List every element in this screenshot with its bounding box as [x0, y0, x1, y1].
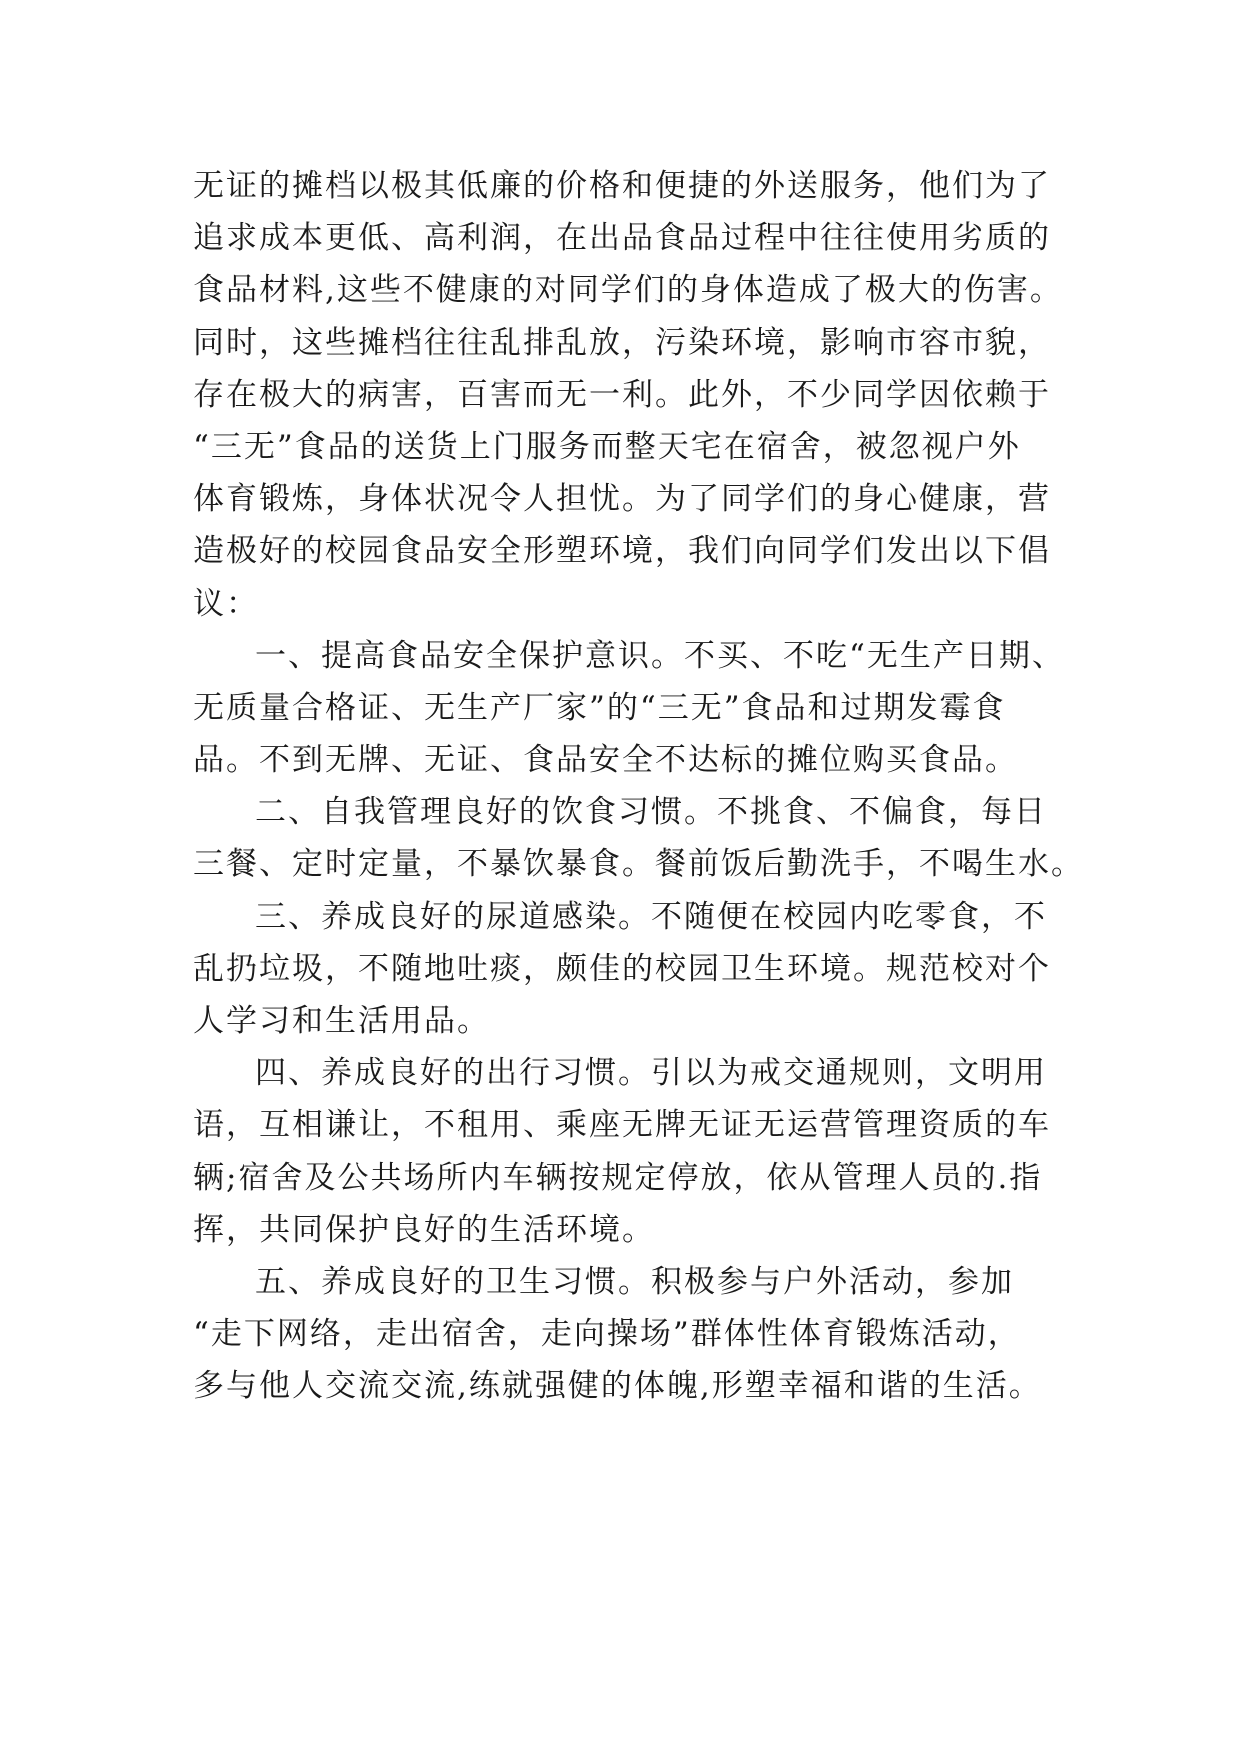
text-line: 议：: [193, 585, 259, 622]
text-line: 无质量合格证、无生产厂家”的“三无”食品和过期发霉食: [193, 689, 1006, 726]
text-line: 食品材料,这些不健康的对同学们的身体造成了极大的伤害。: [193, 272, 1063, 309]
text-line: 乱扔垃圾，不随地吐痰，颇佳的校园卫生环境。规范校对个: [193, 950, 1051, 987]
text-line: 人学习和生活用品。: [193, 1003, 490, 1039]
text-line: 体育锻炼，身体状况令人担忧。为了同学们的身心健康，营: [193, 481, 1051, 518]
paragraph-first-line: 一、提高食品安全保护意识。不买、不吃“无生产日期、: [255, 637, 1065, 674]
text-line: 存在极大的病害，百害而无一利。此外，不少同学因依赖于: [193, 376, 1051, 413]
text-line: 辆;宿舍及公共场所内车辆按规定停放，依从管理人员的.指: [193, 1159, 1043, 1196]
text-line: 三餐、定时定量，不暴饮暴食。餐前饭后勤洗手，不喝生水。: [193, 846, 1084, 883]
paragraph-first-line: 四、养成良好的出行习惯。引以为戒交通规则，文明用: [255, 1055, 1047, 1092]
text-line: 语，互相谦让，不租用、乘座无牌无证无运营管理资质的车: [193, 1107, 1051, 1144]
text-line: 造极好的校园食品安全形塑环境，我们向同学们发出以下倡: [193, 533, 1051, 570]
text-line: 无证的摊档以极其低廉的价格和便捷的外送服务，他们为了: [193, 168, 1051, 204]
text-line: “三无”食品的送货上门服务而整天宅在宿舍，被忽视户外: [193, 428, 1021, 465]
text-line: 挥，共同保护良好的生活环境。: [193, 1211, 655, 1248]
document-body: [193, 160, 1084, 1413]
paragraph-first-line: 五、养成良好的卫生习惯。积极参与户外活动，参加: [255, 1263, 1014, 1300]
text-line: “走下网络，走出宿舍，走向操场”群体性体育锻炼活动，: [193, 1316, 1021, 1353]
text-line: 多与他人交流交流,练就强健的体魄,形塑幸福和谐的生活。: [193, 1368, 1042, 1405]
text-line: 同时，这些摊档往往乱排乱放，污染环境，影响市容市貌，: [193, 324, 1051, 361]
paragraph-first-line: 三、养成良好的尿道感染。不随便在校园内吃零食，不: [255, 898, 1047, 935]
text-line: 追求成本更低、高利润，在出品食品过程中往往使用劣质的: [193, 220, 1051, 257]
paragraph-first-line: 二、自我管理良好的饮食习惯。不挑食、不偏食，每日: [255, 794, 1047, 831]
text-line: 品。不到无牌、无证、食品安全不达标的摊位购买食品。: [193, 742, 1018, 779]
